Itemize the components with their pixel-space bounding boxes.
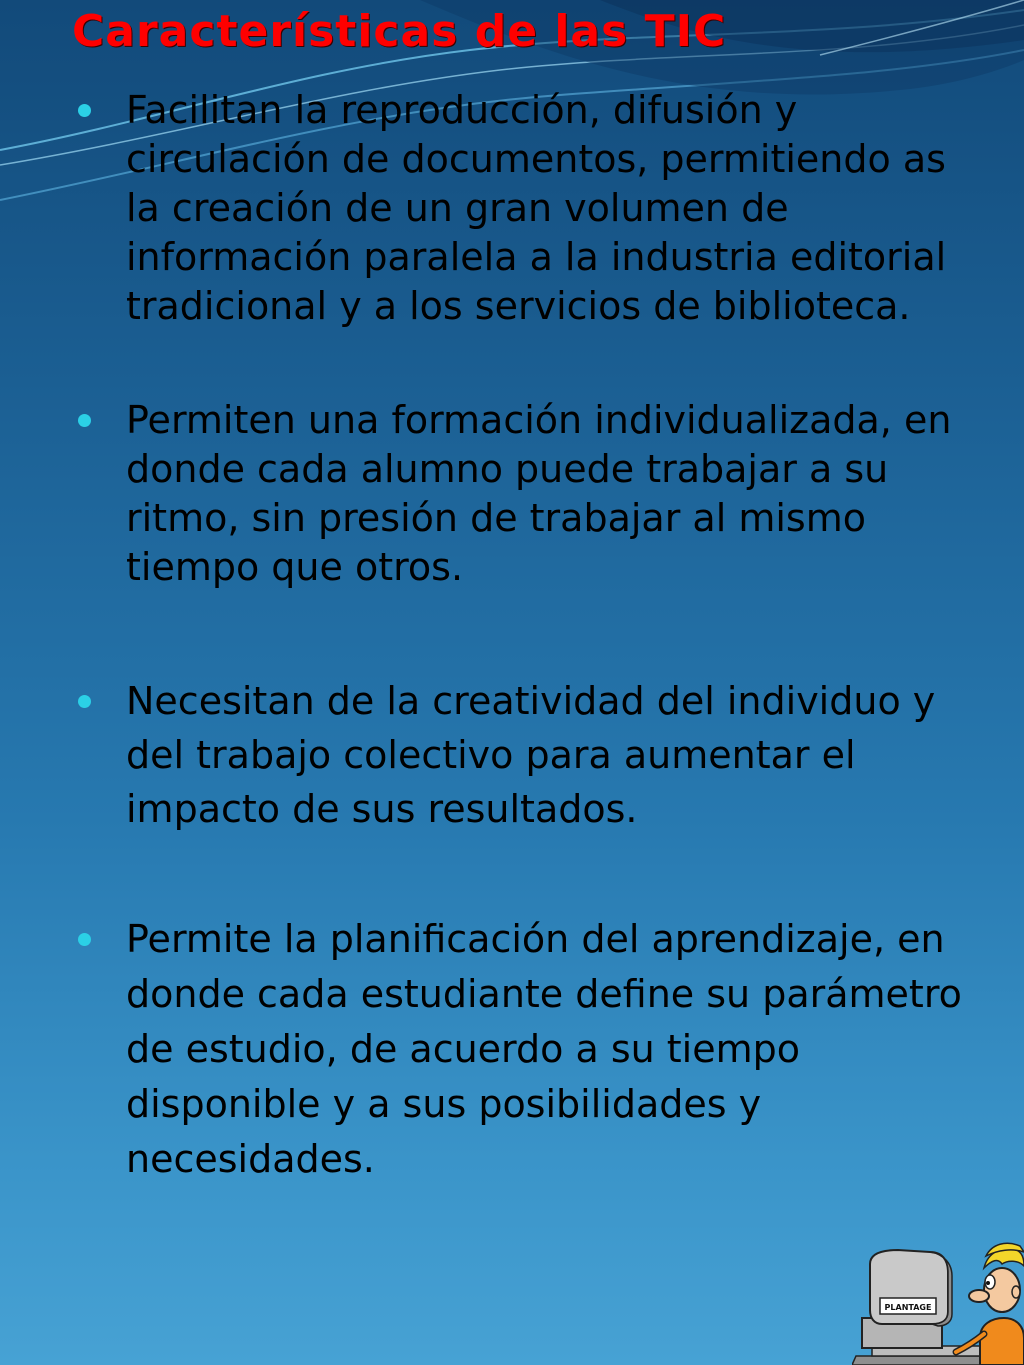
bullet-text: Permite la planificación del aprendizaje, en donde cada estudiante define su parámetro de estudio, de acuerdo a su tiempo disponible y a sus posibilidades y necesidades. (126, 917, 962, 1181)
bullet-item (126, 912, 986, 1187)
bullet-item (126, 86, 986, 331)
bullet-item (126, 396, 986, 592)
bullet-text: Facilitan la reproducción, difusión y circulación de documentos, permitiendo as la creación de un gran volumen de información paralela a la industria editorial tradicional y a los servicios de biblioteca. (126, 88, 947, 328)
bullet-dot-icon (78, 104, 91, 117)
bullet-dot-icon (78, 933, 91, 946)
monitor-label: PLANTAGE (884, 1303, 932, 1312)
slide-title: Características de las TIC (72, 6, 727, 57)
bullet-item (126, 674, 986, 836)
person-at-computer-icon (852, 1238, 1024, 1365)
bullet-text: Necesitan de la creatividad del individuo y del trabajo colectivo para aumentar el impacto de sus resultados. (126, 679, 936, 831)
bullet-dot-icon (78, 414, 91, 427)
bullet-dot-icon (78, 695, 91, 708)
bullet-text: Permiten una formación individualizada, en donde cada alumno puede trabajar a su ritmo, sin presión de trabajar al mismo tiempo que otros. (126, 398, 952, 589)
